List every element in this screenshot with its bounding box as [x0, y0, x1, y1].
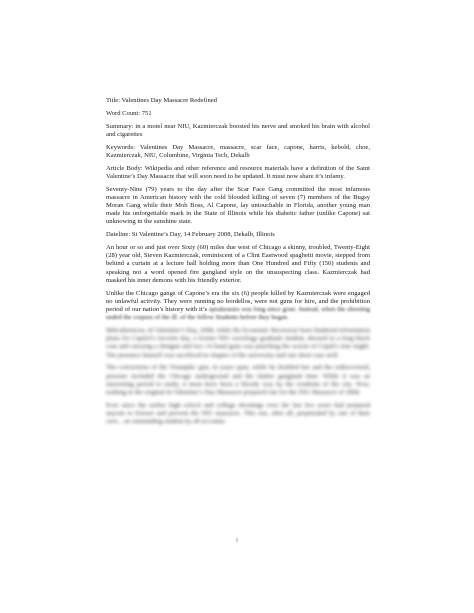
word-count: Word Count: 751 [106, 109, 152, 117]
summary-paragraph: Summary: in a motel near NIU, Kazmierczak boosted his nerve and smoked his brain with alcohol and cigarettes [106, 122, 370, 138]
unlike-paragraph [106, 290, 370, 323]
keywords-paragraph: Keywords: Valentines Day Massacre, massacre, scar face, capone, harris, kebold, choe, Kazmierczak, NIU, Columbine, Virginia Tech, Dekalb [106, 143, 370, 159]
blurred-paragraph-1: Mid-afternoon, St Valentine’s Day, 2008, while the Economic Recession fears hindered reformation plans for Capitol’s favorite day, a former NIU sociology graduate student, dressed in a long black coat and carrying a shotgun and two 14 hand guns was punching the screen of Cupid’s true might. The presence himself was sacrificed in chapter of the university and one short case stoll. [106, 327, 370, 359]
seventy-nine-paragraph: Seventy-Nine (79) years to the day after the Scar Face Gang committed the most infamous massacre in American history with the cold blooded killing of seven (7) members of the Bugsy Moran Gang while their Mob Boss, Al Capone, lay untouchable in Florida, another young man made his unforgettable mark in the State of Illinois while his diabetic father (unlike Capone) sat unknowing in the sunshine state. [106, 185, 370, 226]
dateline-paragraph: Dateline: St Valentine’s Day, 14 February 2008, Dekalb, Illinois [106, 231, 275, 239]
blurred-paragraph-2: The convictions of the Triumphs' gun, in years span, while he doubled her and the rediscovered, prisoner included the Chicago underground and the timber gangland time. While it was an interesting period to study, it must have been a bloody way by the residents of the city. Now, nothing in the original St Valentine’s Day Massacre prepared one for the NIU Massacre of 2008. [106, 364, 370, 397]
document-body [106, 97, 370, 431]
unlike-faded-text: speakeasies was long since gone. Instead, when the shooting ended the corpses of the ill. of the fellow Students before they began. [106, 306, 370, 322]
blurred-paragraph-3: Ever since the earlier high school and college shootings over the last few years had prepared anyone to foresee and prevent the NIU massacre. This one, after all, perpetrated by one of their own... an outstanding student by all accounts. [106, 401, 370, 426]
title-line: Title: Valentines Day Massacre Redefined [106, 97, 217, 104]
hour-paragraph: An hour or so and just over Sixty (60) miles due west of Chicago a skinny, troubled, Twenty-Eight (28) year old, Steven Kazmierczak, reminiscent of a Clint Eastwood spaghetti movie, stepped from behind a curtain at a lecture hall holding more than One Hundred and Fifty (150) students and speaking not a word opened fire gangland style on the unsuspecting class. Kazmierczak had masked his inner demons with his friendly exterior. [106, 244, 370, 284]
article-body-paragraph: Article Body: Wikipedia and other reference and resource materials have a definition of the Saint Valentine’s Day Massacre that will soon need to be updated. It must now share it’s infamy. [106, 164, 370, 180]
page-number: 1 [235, 537, 239, 544]
unlike-visible-text: Unlike the Chicago gangs of Capone’s era the six (6) people killed by Kazmierczak were engaged no unlawful activity. They were running no bordellos, were not guns for hire, and the prohibition period of our nation’s history with it’s [106, 289, 370, 314]
